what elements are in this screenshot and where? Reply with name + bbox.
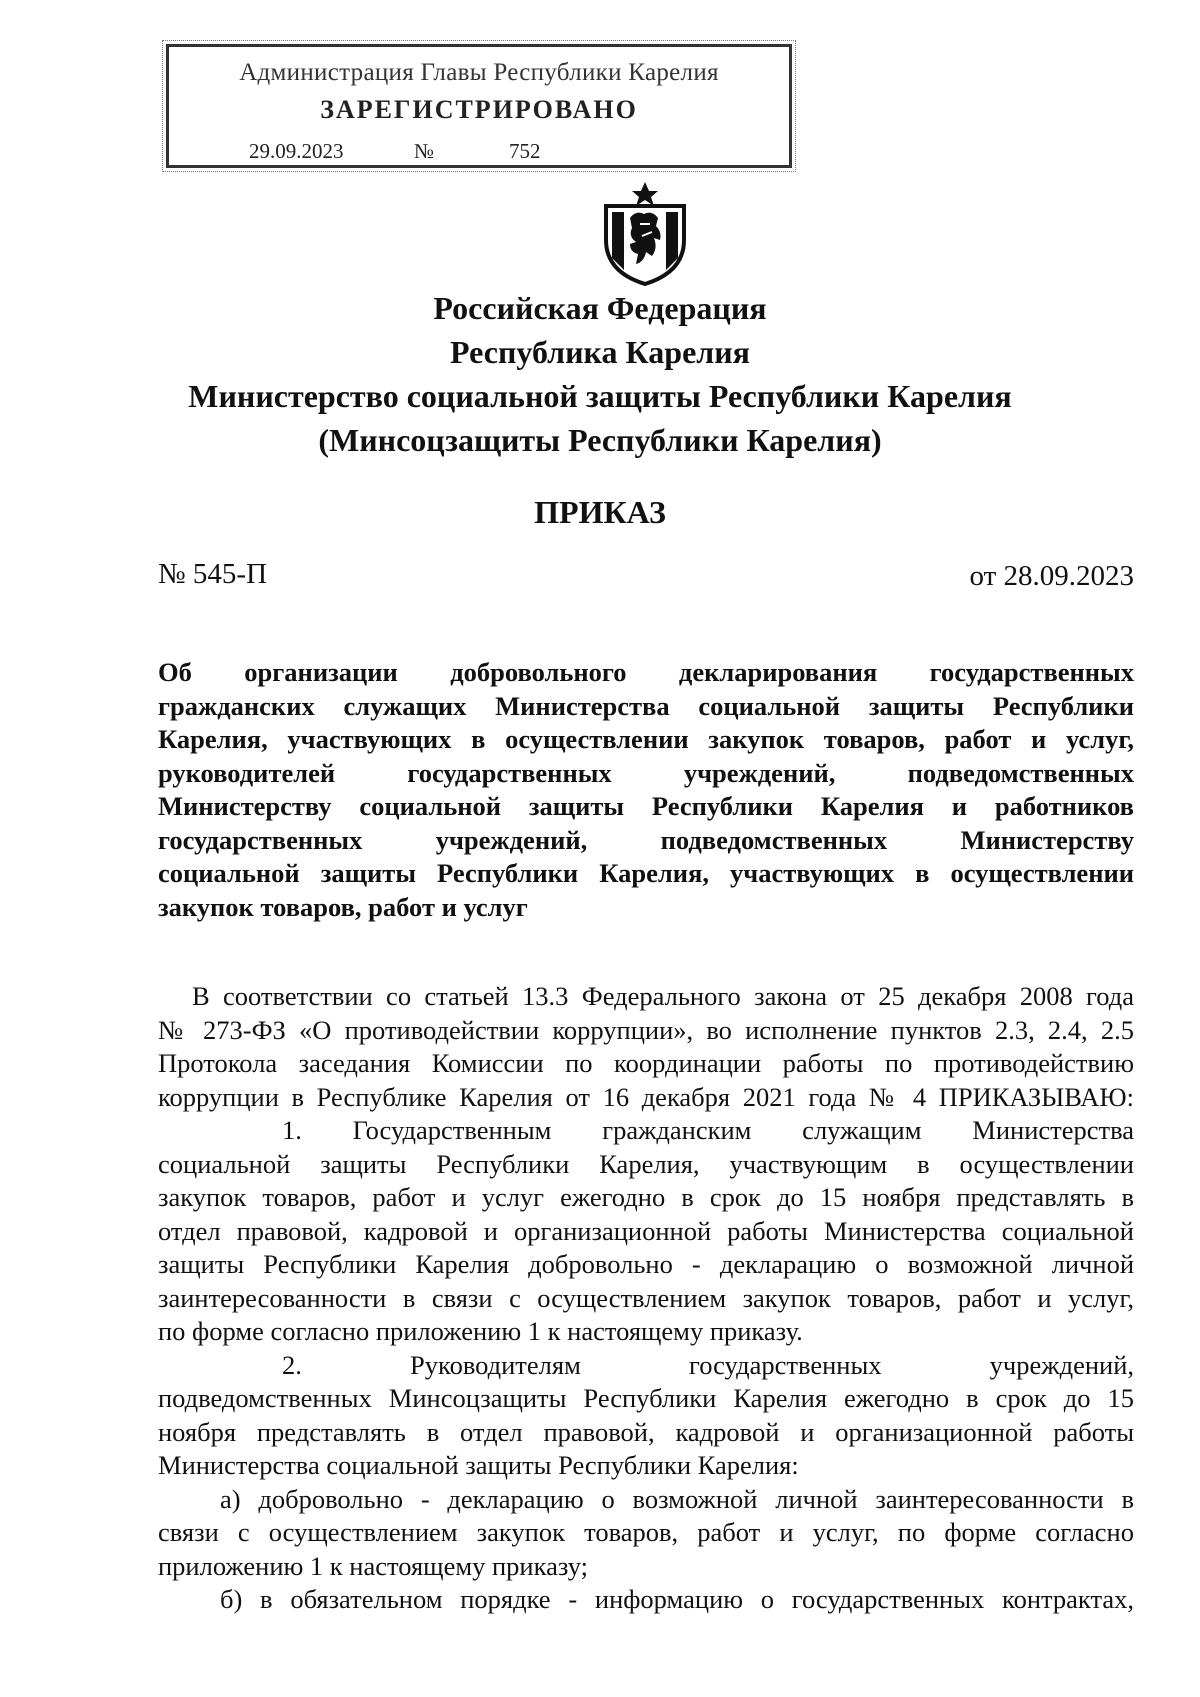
body-line: а) добровольно - декларацию о возможной личной заинтересованности в bbox=[220, 1483, 1134, 1514]
header-ministry-short: (Минсоцзащиты Республики Карелия) bbox=[318, 422, 882, 458]
title-line: государственных учреждений, подведомственных Министерству bbox=[158, 824, 1134, 855]
body-line: Министерства социальной защиты Республики Карелия: bbox=[158, 1450, 799, 1480]
title-line: Министерству социальной защиты Республики Карелия и работников bbox=[158, 791, 1134, 821]
body-line: по форме согласно приложению 1 к настоящему приказу. bbox=[158, 1316, 803, 1346]
stamp-authority: Администрация Главы Республики Карелия bbox=[239, 59, 719, 86]
body-line: подведомственных Минсоцзащиты Республики Карелия ежегодно в срок до 15 bbox=[158, 1383, 1134, 1413]
body-line: ноября представлять в отдел правовой, кадровой и организационной работы bbox=[158, 1416, 1134, 1447]
body-line: связи с осуществлением закупок товаров, работ и услуг, по форме согласно bbox=[158, 1517, 1134, 1547]
body-line: 2. Руководителям государственных учреждений, bbox=[282, 1349, 1134, 1380]
body-line: социальной защиты Республики Карелия, участвующим в осуществлении bbox=[158, 1148, 1134, 1179]
stamp-number: 752 bbox=[509, 139, 541, 163]
body-line: отдел правовой, кадровой и организационной работы Министерства социальной bbox=[158, 1215, 1134, 1246]
document-date: от 28.09.2023 bbox=[969, 560, 1134, 592]
stamp-registered: ЗАРЕГИСТРИРОВАНО bbox=[320, 95, 638, 124]
document-body bbox=[158, 980, 1134, 1617]
title-line: социальной защиты Республики Карелия, участвующих в осуществлении bbox=[158, 858, 1134, 888]
body-line: 1. Государственным гражданским служащим Министерства bbox=[282, 1115, 1134, 1145]
document-title bbox=[158, 656, 1134, 924]
stamp-number-sign: № bbox=[414, 139, 435, 163]
title-line: Об организации добровольного декларирования государственных bbox=[158, 657, 1134, 687]
body-line: приложению 1 к настоящему приказу; bbox=[158, 1550, 589, 1581]
body-line: закупок товаров, работ и услуг ежегодно в срок до 15 ноября представлять в bbox=[158, 1182, 1134, 1212]
body-line: б) в обязательном порядке - информацию о государственных контрактах, bbox=[220, 1584, 1134, 1614]
body-line: коррупции в Республике Карелия от 16 декабря 2021 года № 4 ПРИКАЗЫВАЮ: bbox=[158, 1081, 1134, 1112]
coat-of-arms-icon bbox=[600, 180, 690, 286]
registration-stamp bbox=[166, 44, 792, 168]
header-country: Российская Федерация bbox=[433, 290, 767, 326]
body-line: В соответствии со статьей 13.3 Федерального закона от 25 декабря 2008 года bbox=[192, 981, 1134, 1011]
header-ministry: Министерство социальной защиты Республики Карелия bbox=[188, 378, 1012, 414]
body-line: защиты Республики Карелия добровольно - декларацию о возможной личной bbox=[158, 1249, 1134, 1279]
body-line: заинтересованности в связи с осуществлением закупок товаров, работ и услуг, bbox=[158, 1282, 1134, 1313]
header-republic: Республика Карелия bbox=[450, 334, 750, 370]
title-line: гражданских служащих Министерства социальной защиты Республики bbox=[158, 690, 1134, 721]
body-line: № 273-ФЗ «О противодействии коррупции», во исполнение пунктов 2.3, 2.4, 2.5 bbox=[158, 1014, 1134, 1045]
title-line: Карелия, участвующих в осуществлении закупок товаров, работ и услуг, bbox=[158, 724, 1134, 754]
title-line: руководителей государственных учреждений, подведомственных bbox=[158, 757, 1134, 788]
title-line: закупок товаров, работ и услуг bbox=[158, 891, 528, 922]
document-number: № 545-П bbox=[158, 558, 268, 590]
body-line: Протокола заседания Комиссии по координации работы по противодействию bbox=[158, 1048, 1134, 1078]
document-type: ПРИКАЗ bbox=[534, 494, 666, 530]
stamp-date: 29.09.2023 bbox=[249, 139, 344, 163]
